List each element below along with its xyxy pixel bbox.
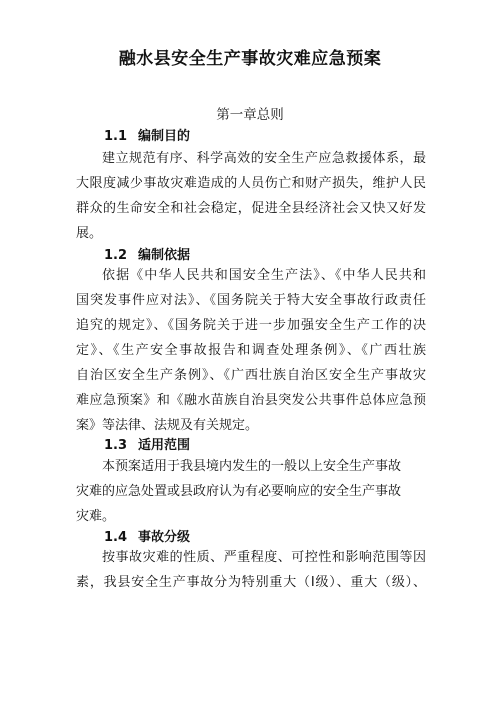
document-title: 融水县安全生产事故灾难应急预案	[118, 49, 382, 69]
section-title: 事故分级	[138, 530, 191, 545]
paragraph-line: 灾难。	[76, 509, 116, 524]
section-number: 1.3	[104, 438, 128, 453]
section-paragraph-1-4	[76, 545, 426, 595]
paragraph-line: 定》、《生产安全事故报告和调查处理条例》、《广西壮族	[76, 343, 426, 358]
section-title: 编制依据	[138, 248, 191, 263]
paragraph-line: 本预案适用于我县境内发生的一般以上安全生产事故	[102, 459, 402, 474]
section-heading-1-4	[104, 526, 190, 545]
section-title: 编制目的	[138, 129, 191, 144]
section-heading-1-2	[104, 244, 190, 263]
section-paragraph-1-2	[76, 263, 426, 438]
section-number: 1.2	[104, 248, 128, 263]
section-title: 适用范围	[138, 438, 191, 453]
paragraph-line: 灾难的应急处置或县政府认为有必要响应的安全生产事故	[76, 484, 402, 499]
section-paragraph-1-3	[76, 454, 426, 529]
paragraph-line: 依据《中华人民共和国安全生产法》、《中华人民共和	[102, 268, 426, 283]
section-number: 1.4	[104, 530, 128, 545]
paragraph-line: 追究的规定》、《国务院关于进一步加强安全生产工作的决	[76, 318, 426, 333]
paragraph-line: 建立规范有序、科学高效的安全生产应急救援体系，最	[102, 151, 426, 166]
paragraph-line: 素，我县安全生产事故分为特别重大（Ⅰ级）、重大（级）、	[76, 575, 426, 590]
paragraph-line: 案》等法律、法规及有关规定。	[76, 418, 259, 433]
paragraph-line: 国突发事件应对法》、《国务院关于特大安全事故行政责任	[76, 293, 426, 308]
paragraph-line: 展。	[76, 226, 103, 241]
paragraph-line: 自治区安全生产条例》、《广西壮族自治区安全生产事故灾	[76, 368, 426, 383]
section-heading-1-1	[104, 125, 190, 144]
paragraph-line: 群众的生命安全和社会稳定，促进全县经济社会又快又好发	[76, 201, 426, 216]
section-number: 1.1	[104, 129, 128, 144]
paragraph-line: 按事故灾难的性质、严重程度、可控性和影响范围等因	[102, 550, 426, 565]
section-paragraph-1-1	[76, 146, 426, 246]
paragraph-line: 难应急预案》和《融水苗族自治县突发公共事件总体应急预	[76, 393, 426, 408]
chapter-heading: 第一章总则	[216, 107, 284, 123]
paragraph-line: 大限度减少事故灾难造成的人员伤亡和财产损失，维护人民	[76, 176, 426, 191]
section-heading-1-3	[104, 434, 190, 453]
